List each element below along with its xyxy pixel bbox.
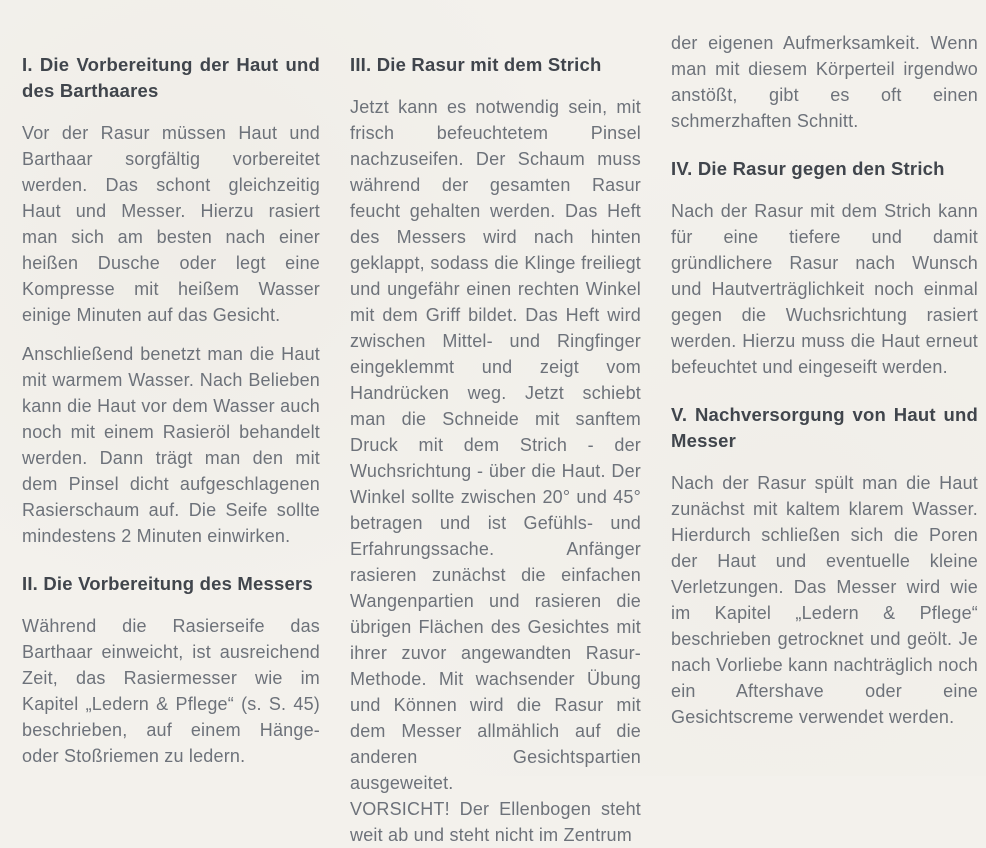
paragraph-aftercare: Nach der Rasur spült man die Haut zunächst mit kaltem klarem Wasser. Hierdurch schließen sich die Poren der Haut und eventuelle kleine Verletzungen. Das Messer wird wie im Kapitel „Ledern & Pflege“ beschrieben getrocknet und geölt. Je nach Vorliebe kann nachträglich noch ein Aftershave oder eine Gesichtscreme verwendet werden.	[671, 473, 978, 727]
section-heading-i: I. Die Vorbereitung der Haut und des Barthaares	[22, 54, 320, 101]
paragraph-shaving-with-grain: Jetzt kann es notwendig sein, mit frisch befeuchtetem Pinsel nachzuseifen. Der Schaum muss während der gesamten Rasur feucht gehalten werden. Das Heft des Messers wird nach hinten geklappt, sodass die Klinge freiliegt und ungefähr einen rechten Winkel mit dem Griff bildet. Das Heft wird zwischen Mittel- und Ringfinger eingeklemmt und zeigt vom Handrücken weg. Jetzt schiebt man die Schneide mit sanftem Druck mit dem Strich - der Wuchsrichtung - über die Haut. Der Winkel sollte zwischen 20° und 45° betragen und ist Gefühls- und Erfahrungssache. Anfänger rasieren zunächst die einfachen Wangenpartien und rasieren die übrigen Flächen des Gesichtes mit ihrer zuvor angewandten Rasur-Methode. Mit wachsender Übung und Können wird die Rasur mit dem Messer allmählich auf die anderen Gesichtspartien ausgeweitet.	[350, 97, 641, 793]
section-heading-iv: IV. Die Rasur gegen den Strich	[671, 158, 945, 179]
column-middle	[350, 30, 641, 848]
paragraph-against-grain: Nach der Rasur mit dem Strich kann für eine tiefere und damit gründlichere Rasur nach Wunsch und Hautverträglichkeit noch einmal gegen die Wuchsrichtung rasiert werden. Hierzu muss die Haut erneut befeuchtet und eingeseift werden.	[671, 201, 978, 377]
section-heading-v: V. Nachversorgung von Haut und Messer	[671, 404, 978, 451]
column-left	[22, 30, 320, 848]
paragraph-razor-prep: Während die Rasierseife das Barthaar einweicht, ist ausreichend Zeit, das Rasiermesser wie im Kapitel „Ledern & Pflege“ (s. S. 45) beschrieben, auf einem Hänge- oder Stoßriemen zu ledern.	[22, 616, 320, 766]
paragraph-skin-prep-1: Vor der Rasur müssen Haut und Barthaar sorgfältig vorbereitet werden. Das schont gleichzeitig Haut und Messer. Hierzu rasiert man sich am besten nach einer heißen Dusche oder legt eine Kompresse mit heißem Wasser einige Minuten auf das Gesicht.	[22, 123, 320, 325]
continuation-paragraph: der eigenen Aufmerksamkeit. Wenn man mit diesem Körperteil irgendwo anstößt, gibt es oft einen schmerzhaften Schnitt.	[671, 33, 978, 131]
section-heading-ii: II. Die Vorbereitung des Messers	[22, 573, 313, 594]
warning-paragraph: VORSICHT! Der Ellenbogen steht weit ab und steht nicht im Zentrum	[350, 799, 641, 845]
section-heading-iii: III. Die Rasur mit dem Strich	[350, 54, 602, 75]
column-right	[671, 30, 978, 848]
paragraph-skin-prep-2: Anschließend benetzt man die Haut mit warmem Wasser. Nach Belieben kann die Haut vor dem Wasser auch noch mit einem Rasieröl behandelt werden. Dann trägt man den mit dem Pinsel dicht aufgeschlagenen Rasierschaum auf. Die Seife sollte mindestens 2 Minuten einwirken.	[22, 344, 320, 546]
